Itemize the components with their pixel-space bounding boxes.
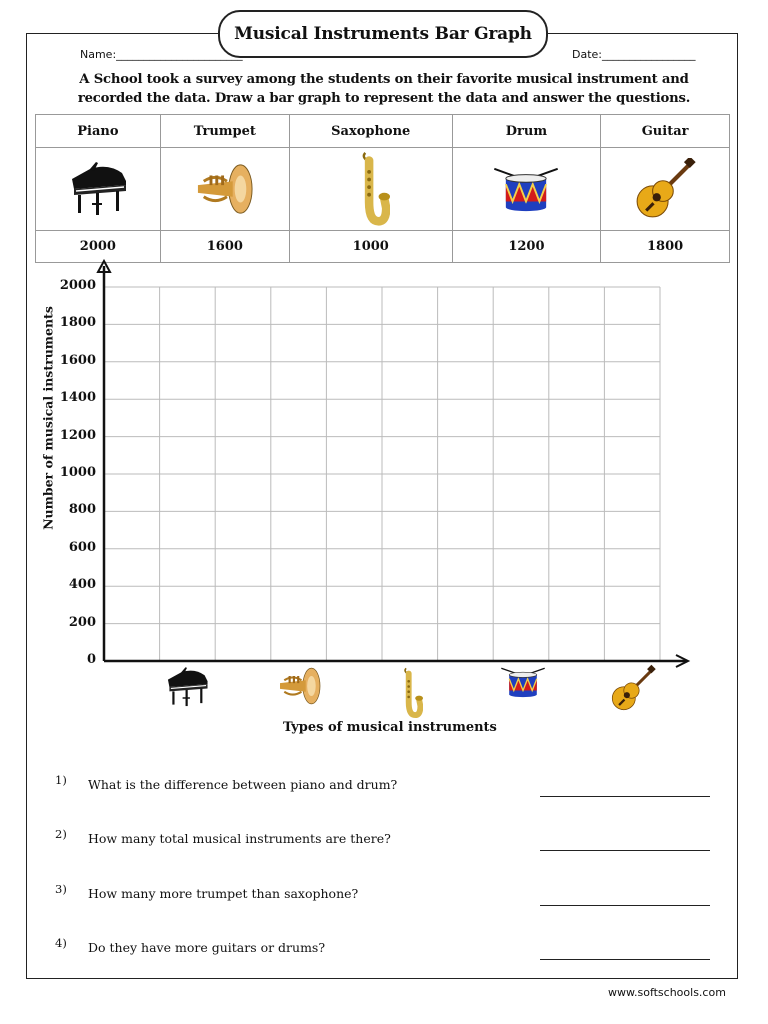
footer-website: www.softschools.com	[608, 986, 726, 999]
x-axis-trumpet-icon	[278, 666, 322, 706]
answer-line-4[interactable]	[540, 945, 710, 960]
date-field[interactable]: Date:_________________	[572, 48, 696, 61]
name-field[interactable]: Name:_______________________	[80, 48, 243, 61]
y-tick-label: 200	[68, 614, 96, 630]
question-2-text: How many total musical instruments are there?	[88, 831, 391, 846]
y-tick-label: 1600	[59, 352, 96, 368]
y-tick-label: 1000	[59, 465, 96, 480]
value-saxophone: 1000	[289, 231, 452, 263]
y-tick-label: 600	[68, 539, 96, 555]
value-drum: 1200	[452, 231, 601, 263]
header-drum: Drum	[452, 115, 601, 148]
y-tick-label: 1200	[59, 427, 96, 443]
value-guitar: 1800	[601, 231, 730, 263]
y-axis-label: Number of musical instruments	[40, 306, 56, 530]
y-tick-label: 1400	[59, 390, 96, 406]
question-1-number: 1)	[55, 773, 67, 787]
y-tick-label: 400	[68, 577, 96, 593]
answer-line-3[interactable]	[540, 891, 710, 906]
x-axis-piano-icon	[165, 664, 209, 710]
header-trumpet: Trumpet	[160, 115, 289, 148]
question-4-text: Do they have more guitars or drums?	[88, 940, 326, 955]
x-axis-drum-icon	[500, 664, 546, 700]
instructions-line-2: recorded the data. Draw a bar graph to represent the data and answer the questions.	[77, 91, 691, 106]
value-trumpet: 1600	[160, 231, 289, 263]
question-2-number: 2)	[55, 827, 67, 841]
page-title-text: Musical Instruments Bar Graph	[234, 24, 532, 44]
x-axis-saxophone-icon	[397, 666, 423, 720]
y-tick-label: 800	[68, 502, 96, 518]
header-guitar: Guitar	[601, 115, 730, 148]
answer-line-1[interactable]	[540, 782, 710, 797]
x-axis-label: Types of musical instruments	[283, 720, 497, 735]
y-tick-label: 2000	[59, 278, 96, 293]
header-piano: Piano	[36, 115, 161, 148]
answer-line-2[interactable]	[540, 836, 710, 851]
x-axis-guitar-icon	[610, 664, 656, 714]
question-1-text: What is the difference between piano and drum?	[88, 777, 398, 792]
instructions-line-1: A School took a survey among the students on their favorite musical instrument and	[79, 72, 689, 87]
question-3-text: How many more trumpet than saxophone?	[88, 886, 359, 901]
value-piano: 2000	[36, 231, 161, 263]
y-tick-label: 0	[86, 652, 96, 667]
question-3-number: 3)	[55, 882, 67, 896]
y-tick-label: 1800	[59, 315, 96, 331]
header-saxophone: Saxophone	[289, 115, 452, 148]
question-4-number: 4)	[55, 936, 67, 950]
